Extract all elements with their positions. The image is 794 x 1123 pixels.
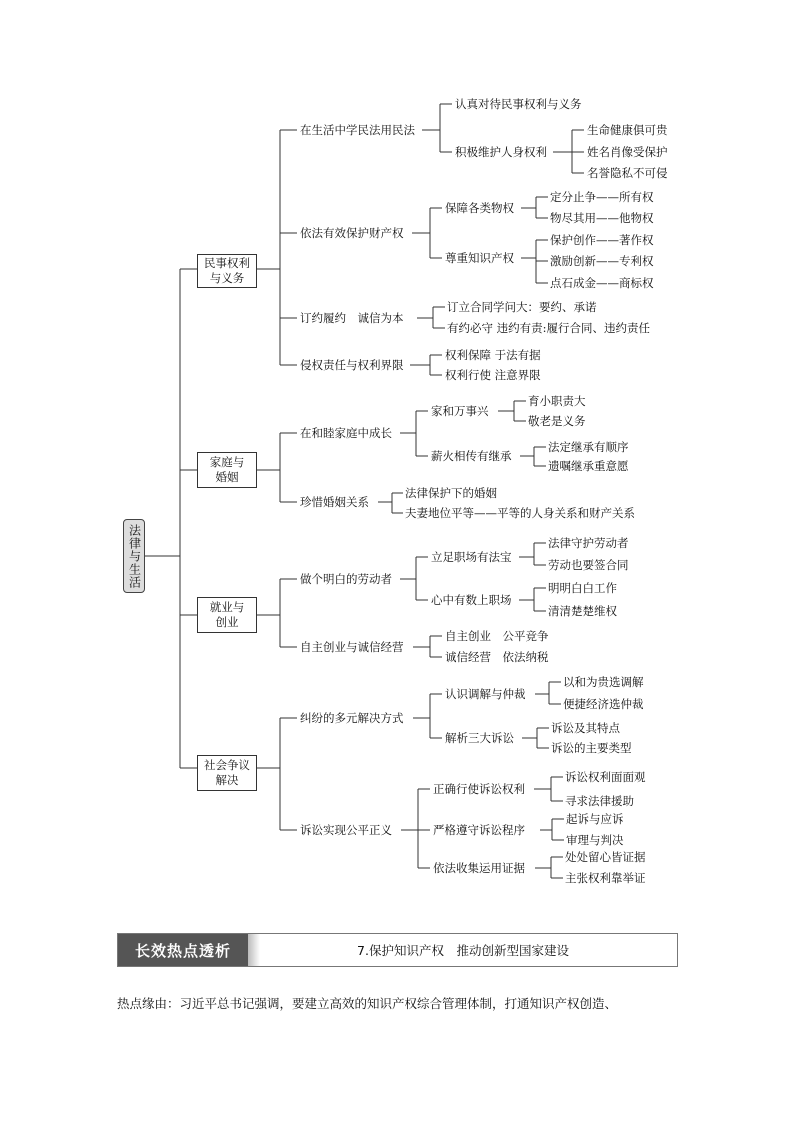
- section-box-dispute: [197, 755, 257, 791]
- leaf-label: 诉讼的主要类型: [551, 741, 632, 755]
- leaf-label: 保护创作——著作权: [550, 233, 654, 247]
- leaf-label: 清清楚楚维权: [548, 604, 617, 618]
- section-box-family: [197, 452, 257, 488]
- item-label: 认真对待民事权利与义务: [455, 97, 582, 111]
- section-label: 家庭与婚姻: [209, 455, 245, 484]
- leaf-label: 姓名肖像受保护: [587, 145, 668, 159]
- item-label: 认识调解与仲裁: [445, 687, 526, 701]
- section-box-employment: [197, 597, 257, 633]
- section-label: 就业与创业: [209, 600, 245, 629]
- sub-label: 纠纷的多元解决方式: [300, 711, 404, 725]
- leaf-label: 法定继承有顺序: [548, 440, 629, 454]
- leaf-label: 起诉与应诉: [566, 812, 624, 826]
- root-label: 法律与生活: [127, 523, 142, 589]
- leaf-label: 激励创新——专利权: [550, 254, 654, 268]
- leaf-label: 遗嘱继承重意愿: [548, 459, 629, 473]
- leaf-label: 名誉隐私不可侵: [587, 166, 668, 180]
- banner-subtitle: 7.保护知识产权 推动创新型国家建设: [357, 943, 569, 958]
- leaf-label: 订立合同学问大：要约、承诺: [447, 300, 597, 314]
- sub-label: 在和睦家庭中成长: [300, 426, 392, 440]
- leaf-label: 点石成金——商标权: [550, 276, 654, 290]
- section-label: 民事权利与义务: [204, 256, 250, 285]
- leaf-label: 物尽其用——他物权: [550, 211, 654, 225]
- leaf-label: 育小职责大: [528, 394, 586, 408]
- sub-label: 珍惜婚姻关系: [300, 495, 369, 509]
- leaf-label: 权利保障 于法有据: [445, 348, 541, 362]
- item-label: 心中有数上职场: [431, 593, 512, 607]
- leaf-label: 有约必守 违约有责:履行合同、违约责任: [447, 321, 651, 335]
- leaf-label: 处处留心皆证据: [565, 850, 646, 864]
- section-banner: [117, 933, 678, 967]
- item-label: 薪火相传有继承: [431, 449, 512, 463]
- item-label: 正确行使诉讼权利: [433, 782, 525, 796]
- item-label: 保障各类物权: [445, 201, 514, 215]
- leaf-label: 生命健康俱可贵: [587, 123, 668, 137]
- section-label: 社会争议解决: [204, 758, 250, 787]
- item-label: 解析三大诉讼: [445, 731, 514, 745]
- mindmap-root: [123, 519, 145, 593]
- leaf-label: 自主创业 公平竞争: [445, 629, 549, 643]
- item-label: 家和万事兴: [431, 404, 489, 418]
- leaf-label: 诉讼及其特点: [551, 721, 620, 735]
- sub-label: 订约履约 诚信为本: [300, 311, 404, 325]
- leaf-label: 夫妻地位平等——平等的人身关系和财产关系: [405, 506, 635, 520]
- leaf-label: 法律保护下的婚姻: [405, 486, 497, 500]
- sub-label: 自主创业与诚信经营: [300, 640, 404, 654]
- leaf-label: 便捷经济选仲裁: [563, 697, 644, 711]
- item-label: 尊重知识产权: [445, 251, 514, 265]
- leaf-label: 以和为贵选调解: [563, 675, 644, 689]
- sub-label: 侵权责任与权利界限: [300, 358, 404, 372]
- leaf-label: 主张权利靠举证: [565, 871, 646, 885]
- leaf-label: 敬老是义务: [528, 414, 586, 428]
- leaf-label: 寻求法律援助: [565, 794, 634, 808]
- leaf-label: 明明白白工作: [548, 581, 617, 595]
- item-label: 立足职场有法宝: [431, 550, 512, 564]
- leaf-label: 诚信经营 依法纳税: [445, 650, 549, 664]
- leaf-label: 审理与判决: [566, 833, 624, 847]
- sub-label: 依法有效保护财产权: [300, 226, 404, 240]
- leaf-label: 诉讼权利面面观: [565, 770, 646, 784]
- sub-label: 做个明白的劳动者: [300, 572, 392, 586]
- leaf-label: 法律守护劳动者: [548, 536, 629, 550]
- sub-label: 诉讼实现公平正义: [300, 823, 392, 837]
- banner-title: 长效热点透析: [118, 934, 248, 966]
- body-paragraph: 热点缘由：习近平总书记强调，要建立高效的知识产权综合管理体制，打通知识产权创造、: [117, 996, 618, 1011]
- item-label: 依法收集运用证据: [433, 861, 525, 875]
- sub-label: 在生活中学民法用民法: [300, 123, 415, 137]
- leaf-label: 劳动也要签合同: [548, 558, 629, 572]
- leaf-label: 权利行使 注意界限: [445, 368, 541, 382]
- item-label: 严格遵守诉讼程序: [433, 823, 525, 837]
- leaf-label: 定分止争——所有权: [550, 190, 654, 204]
- section-box-civil: [197, 254, 257, 288]
- item-label: 积极维护人身权利: [455, 145, 547, 159]
